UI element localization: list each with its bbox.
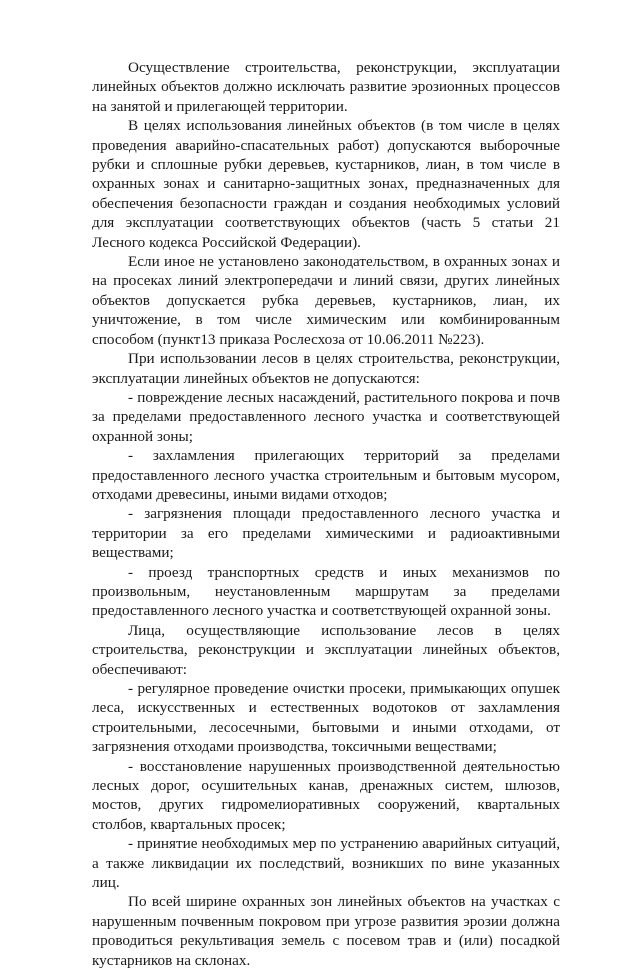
paragraph-obligations-intro: Лица, осуществляющие использование лесов в целях строительства, реконструкции и эксплуатации линейных объектов, обеспечивают:: [92, 621, 560, 678]
list-item-clearing: - регулярное проведение очистки просеки, примыкающих опушек леса, искусственных и естественных водотоков от захламления строительными, лесосечными, бытовыми и иными отходами, от загрязнения отходами производства, токсичными веществами;: [92, 680, 560, 756]
paragraph-erosion: Осуществление строительства, реконструкции, эксплуатации линейных объектов должно исключать развитие эрозионных процессов на занятой и прилегающей территории.: [92, 59, 560, 115]
list-item-littering: - захламления прилегающих территорий за пределами предоставленного лесного участка строительным и бытовым мусором, отходами древесины, иными видами отходов;: [92, 447, 560, 503]
paragraph-prohibitions-intro: При использовании лесов в целях строительства, реконструкции, эксплуатации линейных объектов не допускаются:: [92, 350, 560, 387]
paragraph-felling-permitted: В целях использования линейных объектов (в том числе в целях проведения аварийно-спасательных работ) допускаются выборочные рубки и сплошные рубки деревьев, кустарников, лиан, в том числе в охранных зонах и санитарно-защитных зонах, предназначенных для обеспечения безопасности граждан и создания необходимых условий для эксплуатации соответствующих объектов (часть 5 статьи 21 Лесного кодекса Российской Федерации).: [92, 117, 560, 251]
paragraph-power-lines: Если иное не установлено законодательством, в охранных зонах и на просеках линий электропередачи и линий связи, других линейных объектов допускается рубка деревьев, кустарников, лиан, их уничтожение, в том числе химическим или комбинированным способом (пункт13 приказа Рослесхоза от 10.06.2011 №223).: [92, 253, 560, 348]
paragraph-recultivation: По всей ширине охранных зон линейных объектов на участках с нарушенным почвенным покровом при угрозе развития эрозии должна проводиться рекультивация земель с посевом трав и (или) посадкой кустарников на склонах.: [92, 893, 560, 969]
list-item-vehicle-passage: - проезд транспортных средств и иных механизмов по произвольным, неустановленным маршрутам за пределами предоставленного лесного участка и соответствующей охранной зоны.: [92, 563, 560, 620]
list-item-emergency: - принятие необходимых мер по устранению аварийных ситуаций, а также ликвидации их последствий, возникших по вине указанных лиц.: [92, 835, 560, 892]
list-item-pollution: - загрязнения площади предоставленного лесного участка и территории за его пределами химическими и радиоактивными веществами;: [92, 505, 560, 562]
document-body: [92, 58, 560, 970]
list-item-restoration: - восстановление нарушенных производственной деятельностью лесных дорог, осушительных канав, дренажных систем, шлюзов, мостов, других гидромелиоративных сооружений, квартальных столбов, квартальных просек;: [92, 757, 560, 833]
list-item-damage: - повреждение лесных насаждений, растительного покрова и почв за пределами предоставленного лесного участка и соответствующей охранной зоны;: [92, 388, 560, 445]
